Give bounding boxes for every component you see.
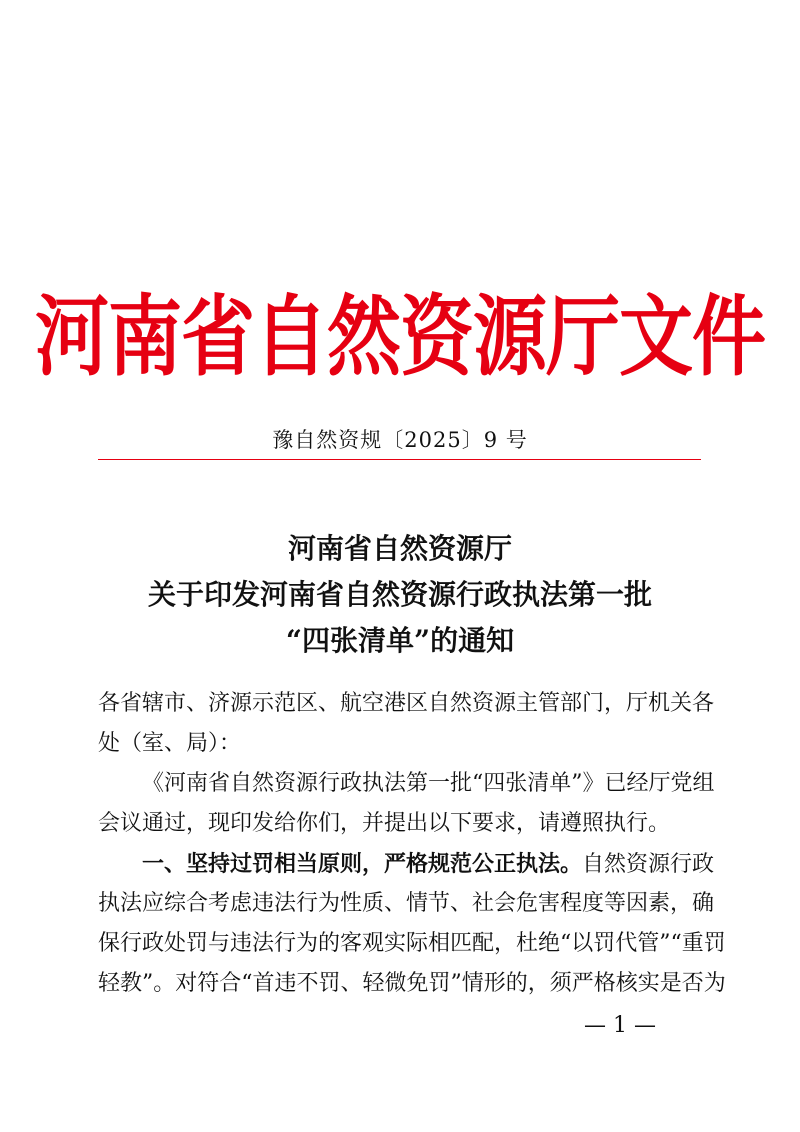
red-divider-line xyxy=(98,459,701,460)
page-number: — 1 — xyxy=(584,1013,656,1038)
paragraph-2-line-1 xyxy=(98,848,715,881)
paragraph-2-line-3: 保行政处罚与违法行为的客观实际相匹配，杜绝“以罚代管”“重罚 xyxy=(98,931,726,956)
paragraph-2-line-4: 轻教”。对符合“首违不罚、轻微免罚”情形的，须严格核实是否为 xyxy=(98,971,726,996)
notice-title-line-1: 河南省自然资源厅 xyxy=(287,532,512,565)
document-number: 豫自然资规〔2025〕9 号 xyxy=(272,428,528,452)
paragraph-2-line-1-rest: 自然资源行政 xyxy=(582,852,715,877)
paragraph-2-line-2: 执法应综合考虑违法行为性质、情节、社会危害程度等因素，确 xyxy=(98,891,715,916)
section-heading-1: 一、坚持过罚相当原则，严格规范公正执法。 xyxy=(142,851,583,877)
notice-title-line-3: “四张清单”的通知 xyxy=(285,624,515,657)
paragraph-1-line-2: 会议通过，现印发给你们，并提出以下要求，请遵照执行。 xyxy=(98,811,671,836)
addressee-line-1: 各省辖市、济源示范区、航空港区自然资源主管部门，厅机关各 xyxy=(98,691,715,716)
issuing-authority-header: 河南省自然资源厅文件 xyxy=(35,286,765,389)
addressee-line-2: 处（室、局）： xyxy=(98,731,242,756)
notice-title-line-2: 关于印发河南省自然资源行政执法第一批 xyxy=(147,578,652,611)
paragraph-1-line-1: 《河南省自然资源行政执法第一批“四张清单”》已经厅党组 xyxy=(142,771,715,796)
